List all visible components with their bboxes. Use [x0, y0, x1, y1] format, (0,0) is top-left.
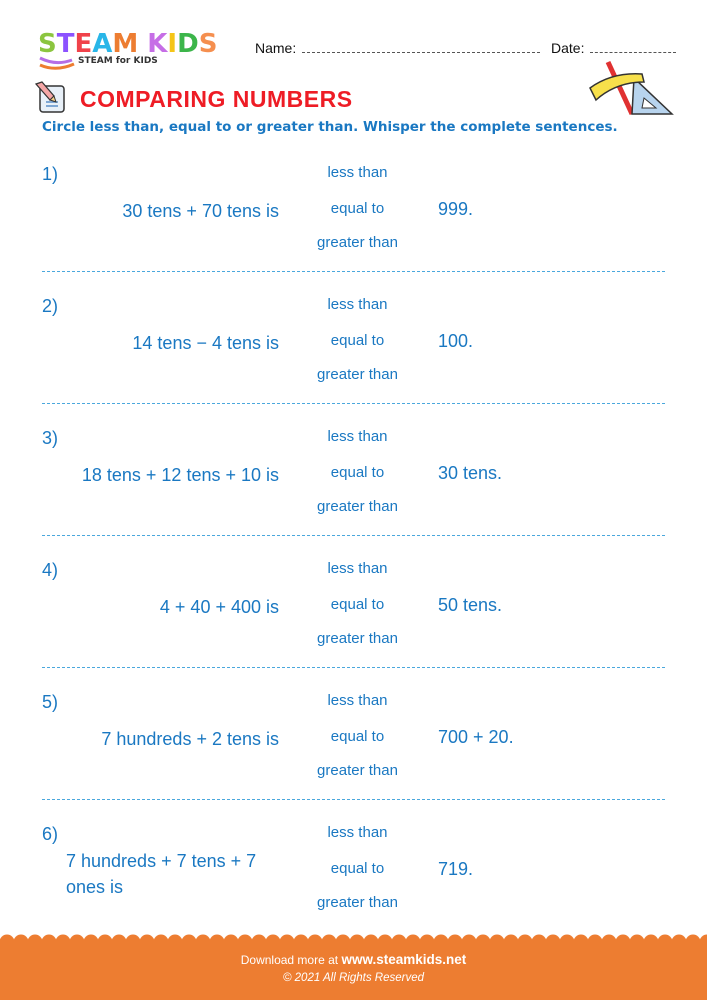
logo-letter: S	[38, 29, 57, 59]
pencil-paper-icon	[34, 80, 70, 116]
name-field[interactable]	[255, 40, 540, 56]
divider	[42, 799, 665, 800]
logo-letter: D	[177, 29, 199, 59]
question-expression: 7 hundreds + 2 tens is	[101, 729, 279, 749]
date-field[interactable]	[551, 40, 676, 56]
question-rhs: 30 tens.	[438, 463, 503, 483]
option-less-than[interactable]: less than	[327, 428, 388, 445]
question-rhs: 719.	[438, 859, 474, 879]
option-less-than[interactable]: less than	[327, 692, 388, 709]
option-greater-than[interactable]: greater than	[317, 630, 398, 647]
question-3	[0, 428, 707, 560]
divider	[42, 271, 665, 272]
name-label: Name:	[255, 40, 297, 56]
logo-letter: M	[112, 29, 139, 59]
footer	[0, 940, 707, 1000]
question-rhs: 100.	[438, 331, 474, 351]
question-number: 2)	[42, 296, 59, 316]
question-number: 3)	[42, 428, 59, 448]
option-greater-than[interactable]: greater than	[317, 762, 398, 779]
date-line[interactable]	[590, 40, 676, 53]
logo-letter: K	[147, 29, 168, 59]
question-number: 1)	[42, 164, 59, 184]
name-line[interactable]	[302, 40, 540, 53]
footer-site-link[interactable]: www.steamkids.net	[341, 952, 467, 967]
instructions: Circle less than, equal to or greater than. Whisper the complete sentences.	[42, 119, 618, 135]
logo-letter: E	[74, 29, 93, 59]
divider	[42, 667, 665, 668]
question-rhs: 50 tens.	[438, 595, 503, 615]
option-less-than[interactable]: less than	[327, 560, 388, 577]
question-expression: 7 hundreds + 7 tens + 7 ones is	[66, 851, 257, 897]
question-5	[0, 692, 707, 824]
logo-letter: I	[167, 29, 178, 59]
divider	[42, 403, 665, 404]
option-less-than[interactable]: less than	[327, 164, 388, 181]
option-equal-to[interactable]: equal to	[330, 728, 385, 745]
footer-download-line	[0, 952, 707, 967]
question-rhs: 700 + 20.	[438, 727, 514, 747]
question-rhs: 999.	[438, 199, 474, 219]
logo-title	[38, 30, 217, 58]
option-equal-to[interactable]: equal to	[330, 200, 385, 217]
option-equal-to[interactable]: equal to	[330, 596, 385, 613]
question-expression: 18 tens + 12 tens + 10 is	[81, 465, 279, 485]
question-expression: 14 tens − 4 tens is	[132, 333, 279, 353]
question-4	[0, 560, 707, 692]
divider	[42, 535, 665, 536]
question-number: 6)	[42, 824, 59, 844]
option-less-than[interactable]: less than	[327, 296, 388, 313]
swoosh-icon	[38, 56, 78, 72]
question-expression: 30 tens + 70 tens is	[122, 201, 279, 221]
option-equal-to[interactable]: equal to	[330, 332, 385, 349]
question-number: 5)	[42, 692, 59, 712]
option-equal-to[interactable]: equal to	[330, 464, 385, 481]
footer-download-text: Download more at	[240, 953, 339, 967]
option-greater-than[interactable]: greater than	[317, 234, 398, 251]
option-greater-than[interactable]: greater than	[317, 366, 398, 383]
logo-subtitle: STEAM for KIDS	[78, 56, 158, 66]
option-greater-than[interactable]: greater than	[317, 498, 398, 515]
page-title: COMPARING NUMBERS	[80, 86, 353, 112]
footer-copyright: © 2021 All Rights Reserved	[282, 972, 424, 984]
logo-letter: S	[198, 29, 218, 59]
ruler-pencil-icon	[586, 58, 676, 118]
question-1	[0, 164, 707, 296]
question-number: 4)	[42, 560, 59, 580]
option-less-than[interactable]: less than	[327, 824, 388, 841]
logo-letter: T	[56, 29, 75, 59]
date-label: Date:	[551, 40, 585, 56]
option-greater-than[interactable]: greater than	[317, 894, 398, 911]
option-equal-to[interactable]: equal to	[330, 860, 385, 877]
question-expression: 4 + 40 + 400 is	[159, 597, 279, 617]
logo-letter: A	[92, 29, 113, 59]
question-2	[0, 296, 707, 428]
steam-kids-logo	[38, 29, 218, 66]
